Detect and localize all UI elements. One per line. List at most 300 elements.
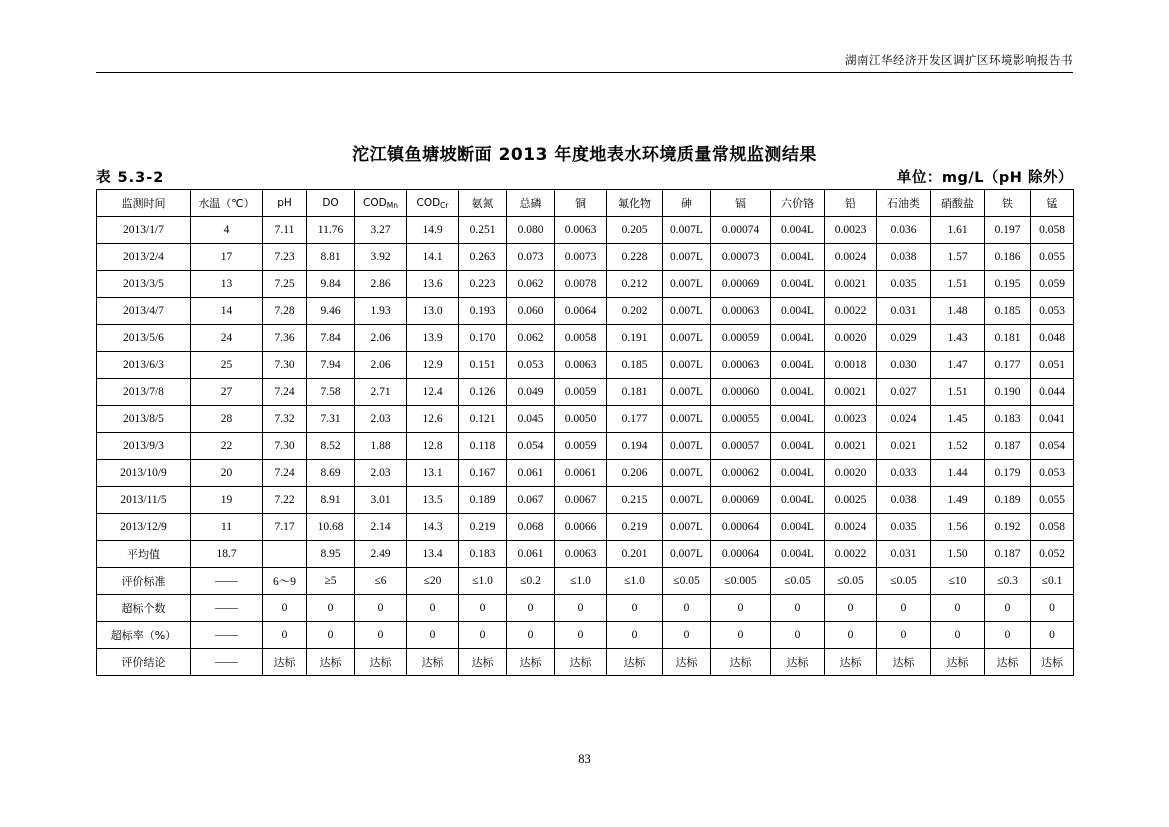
row-label-cell: 平均值 [97, 541, 191, 568]
table-cell: 0.0059 [555, 379, 607, 406]
table-cell: 0.181 [985, 325, 1031, 352]
table-cell: 0.0018 [825, 352, 877, 379]
row-label-cell: 2013/1/7 [97, 217, 191, 244]
table-row [97, 541, 1074, 568]
col-header-arsenic: 砷 [663, 190, 711, 217]
table-cell: 2.03 [355, 406, 407, 433]
table-cell: 14 [191, 298, 263, 325]
table-cell: 0.121 [459, 406, 507, 433]
table-cell: 14.3 [407, 514, 459, 541]
table-cell: 0.00062 [711, 460, 771, 487]
table-cell: 9.84 [307, 271, 355, 298]
table-cell [263, 541, 307, 568]
table-cell: 0.0078 [555, 271, 607, 298]
table-cell: 7.94 [307, 352, 355, 379]
table-cell: 25 [191, 352, 263, 379]
table-cell: 0.206 [607, 460, 663, 487]
table-cell: 7.11 [263, 217, 307, 244]
table-cell: 12.4 [407, 379, 459, 406]
table-cell: 0 [607, 595, 663, 622]
table-cell: 0.004L [771, 217, 825, 244]
table-cell: 0 [825, 622, 877, 649]
table-cell: 2.06 [355, 325, 407, 352]
table-cell: 0.038 [877, 244, 931, 271]
table-cell: 达标 [407, 649, 459, 676]
table-cell: 0.0067 [555, 487, 607, 514]
table-cell: 0.0061 [555, 460, 607, 487]
table-cell: 7.36 [263, 325, 307, 352]
table-cell: 0.067 [507, 487, 555, 514]
table-cell: 0.193 [459, 298, 507, 325]
table-cell: 0.004L [771, 379, 825, 406]
table-cell: 0.004L [771, 514, 825, 541]
water-quality-table [96, 189, 1074, 676]
table-cell: 0.007L [663, 433, 711, 460]
row-label-cell: 2013/12/9 [97, 514, 191, 541]
table-cell: 17 [191, 244, 263, 271]
table-cell: 1.52 [931, 433, 985, 460]
table-row [97, 514, 1074, 541]
table-cell: 0.251 [459, 217, 507, 244]
table-cell: 0.0063 [555, 541, 607, 568]
table-cell: 0.0025 [825, 487, 877, 514]
table-cell: 0 [877, 595, 931, 622]
table-cell: 0.189 [985, 487, 1031, 514]
table-cell: 0.170 [459, 325, 507, 352]
table-cell: 0.00057 [711, 433, 771, 460]
table-cell: 0.0023 [825, 406, 877, 433]
table-cell: 0.004L [771, 433, 825, 460]
table-cell: 2.14 [355, 514, 407, 541]
table-row [97, 298, 1074, 325]
table-row [97, 379, 1074, 406]
table-cell: 0.053 [1031, 298, 1074, 325]
table-cell: 7.58 [307, 379, 355, 406]
col-header-fluoride: 氟化物 [607, 190, 663, 217]
col-header-ammonia: 氨氮 [459, 190, 507, 217]
col-header-hexavalent-chromium: 六价铬 [771, 190, 825, 217]
table-cell: 0.045 [507, 406, 555, 433]
table-cell: ≥5 [307, 568, 355, 595]
table-cell: 7.30 [263, 352, 307, 379]
table-cell: 0.055 [1031, 487, 1074, 514]
row-label-cell: 超标率（%） [97, 622, 191, 649]
table-cell: 0.0023 [825, 217, 877, 244]
table-cell: 0.061 [507, 541, 555, 568]
table-cell: 0.0064 [555, 298, 607, 325]
table-cell: 8.52 [307, 433, 355, 460]
table-cell: 3.92 [355, 244, 407, 271]
col-header-codmn: $COD_{Mn}$ [355, 190, 407, 217]
table-cell: 0.0063 [555, 217, 607, 244]
table-row [97, 217, 1074, 244]
row-label-cell: 2013/4/7 [97, 298, 191, 325]
table-cell: 0.004L [771, 406, 825, 433]
table-cell: 0.00059 [711, 325, 771, 352]
table-cell: 24 [191, 325, 263, 352]
table-cell: 0.151 [459, 352, 507, 379]
table-cell: 2.06 [355, 352, 407, 379]
table-cell: 0.059 [1031, 271, 1074, 298]
table-cell: 0 [355, 622, 407, 649]
table-cell: 0.007L [663, 244, 711, 271]
table-cell: ≤0.05 [877, 568, 931, 595]
row-label-cell: 超标个数 [97, 595, 191, 622]
table-cell: 0 [825, 595, 877, 622]
table-cell: 0.048 [1031, 325, 1074, 352]
table-cell: 13.6 [407, 271, 459, 298]
col-header-do: DO [307, 190, 355, 217]
table-cell: 0 [985, 595, 1031, 622]
table-cell: 1.57 [931, 244, 985, 271]
table-cell: 0 [507, 595, 555, 622]
table-cell: 0.201 [607, 541, 663, 568]
page-title: 沱江镇鱼塘坡断面 2013 年度地表水环境质量常规监测结果 [352, 145, 817, 165]
table-cell: 0.179 [985, 460, 1031, 487]
table-cell: 0 [607, 622, 663, 649]
table-cell: 0.185 [607, 352, 663, 379]
table-cell: 0.030 [877, 352, 931, 379]
table-cell: 1.56 [931, 514, 985, 541]
table-cell: 11.76 [307, 217, 355, 244]
table-cell: 0 [877, 622, 931, 649]
table-cell: 1.50 [931, 541, 985, 568]
col-header-iron: 铁 [985, 190, 1031, 217]
table-cell: 7.22 [263, 487, 307, 514]
table-cell: 0.007L [663, 325, 711, 352]
table-cell: 0.0058 [555, 325, 607, 352]
table-cell: 0.00069 [711, 271, 771, 298]
row-label-cell: 2013/3/5 [97, 271, 191, 298]
table-cell: 28 [191, 406, 263, 433]
table-cell: 0.0073 [555, 244, 607, 271]
table-cell: 0 [459, 622, 507, 649]
table-cell: 0.004L [771, 271, 825, 298]
table-cell: 1.49 [931, 487, 985, 514]
table-cell: 0.194 [607, 433, 663, 460]
table-row [97, 271, 1074, 298]
table-cell: ≤0.05 [771, 568, 825, 595]
table-cell: —— [191, 622, 263, 649]
table-cell: 27 [191, 379, 263, 406]
table-cell: 1.48 [931, 298, 985, 325]
table-cell: 0.0066 [555, 514, 607, 541]
table-cell: 11 [191, 514, 263, 541]
table-cell: ≤0.005 [711, 568, 771, 595]
table-cell: 0.004L [771, 298, 825, 325]
table-cell: 0.167 [459, 460, 507, 487]
table-cell: 0 [459, 595, 507, 622]
table-cell: 达标 [555, 649, 607, 676]
row-label-cell: 2013/7/8 [97, 379, 191, 406]
table-cell: 0.060 [507, 298, 555, 325]
table-cell: 1.88 [355, 433, 407, 460]
table-cell: 0 [711, 622, 771, 649]
table-cell: 0.053 [1031, 460, 1074, 487]
table-cell: 达标 [263, 649, 307, 676]
table-cell: 0.00064 [711, 514, 771, 541]
table-cell: 0.007L [663, 460, 711, 487]
table-row [97, 649, 1074, 676]
table-cell: 0.027 [877, 379, 931, 406]
table-cell: ≤0.1 [1031, 568, 1074, 595]
table-cell: 0.053 [507, 352, 555, 379]
table-row [97, 352, 1074, 379]
table-caption-row [96, 166, 1073, 188]
table-cell: 0.219 [459, 514, 507, 541]
table-cell: 8.81 [307, 244, 355, 271]
table-row [97, 595, 1074, 622]
row-label-cell: 2013/5/6 [97, 325, 191, 352]
table-cell: 0.0063 [555, 352, 607, 379]
table-cell: 0.058 [1031, 514, 1074, 541]
table-cell: 0.00074 [711, 217, 771, 244]
table-cell: 0.177 [607, 406, 663, 433]
table-cell: 0.183 [459, 541, 507, 568]
table-cell: 0.197 [985, 217, 1031, 244]
table-cell: 0 [407, 595, 459, 622]
table-cell: 0.007L [663, 541, 711, 568]
table-cell: 8.69 [307, 460, 355, 487]
table-cell: ≤1.0 [555, 568, 607, 595]
table-cell: 0.0059 [555, 433, 607, 460]
table-cell: 0.191 [607, 325, 663, 352]
table-cell: 0 [1031, 595, 1074, 622]
table-cell: 7.84 [307, 325, 355, 352]
table-cell: ≤0.05 [663, 568, 711, 595]
table-cell: 0 [711, 595, 771, 622]
table-cell: 0.007L [663, 271, 711, 298]
table-number-label: 表 5.3-2 [96, 170, 165, 186]
table-cell: 0 [663, 595, 711, 622]
row-label-cell: 评价结论 [97, 649, 191, 676]
table-cell: ≤6 [355, 568, 407, 595]
table-cell: 达标 [771, 649, 825, 676]
table-cell: 0 [555, 595, 607, 622]
col-header-ph: pH [263, 190, 307, 217]
table-cell: ≤1.0 [607, 568, 663, 595]
row-label-cell: 2013/6/3 [97, 352, 191, 379]
table-cell: 0.187 [985, 541, 1031, 568]
table-cell: 18.7 [191, 541, 263, 568]
table-cell: 0.052 [1031, 541, 1074, 568]
table-cell: 12.6 [407, 406, 459, 433]
table-cell: 0.0024 [825, 514, 877, 541]
table-cell: 0.202 [607, 298, 663, 325]
table-cell: 6～9 [263, 568, 307, 595]
table-cell: 0.00055 [711, 406, 771, 433]
table-cell: 1.51 [931, 271, 985, 298]
table-cell: 0.263 [459, 244, 507, 271]
table-cell: 0.033 [877, 460, 931, 487]
table-cell: 0 [263, 595, 307, 622]
table-cell: 0.007L [663, 487, 711, 514]
table-cell: 0 [663, 622, 711, 649]
table-cell: 0 [407, 622, 459, 649]
row-label-cell: 2013/11/5 [97, 487, 191, 514]
table-cell: 7.24 [263, 460, 307, 487]
table-row [97, 487, 1074, 514]
table-cell: 0.007L [663, 298, 711, 325]
col-header-codcr: $COD_{Cr}$ [407, 190, 459, 217]
table-cell: —— [191, 649, 263, 676]
table-cell: 2.71 [355, 379, 407, 406]
table-cell: 0.044 [1031, 379, 1074, 406]
table-cell: 7.32 [263, 406, 307, 433]
table-cell: 0.189 [459, 487, 507, 514]
table-cell: 达标 [607, 649, 663, 676]
table-cell: 0 [771, 595, 825, 622]
table-cell: 20 [191, 460, 263, 487]
table-cell: 0.126 [459, 379, 507, 406]
table-cell: 0.00063 [711, 298, 771, 325]
table-cell: 0.007L [663, 217, 711, 244]
table-row [97, 460, 1074, 487]
table-cell: 13.0 [407, 298, 459, 325]
table-cell: 0.062 [507, 325, 555, 352]
table-cell: 0.118 [459, 433, 507, 460]
table-cell: 7.31 [307, 406, 355, 433]
col-header-water-temp: 水温（℃） [191, 190, 263, 217]
table-cell: ≤0.05 [825, 568, 877, 595]
table-cell: 4 [191, 217, 263, 244]
header-divider [96, 72, 1073, 73]
table-cell: 0.073 [507, 244, 555, 271]
table-cell: 0.00064 [711, 541, 771, 568]
table-cell: 0.212 [607, 271, 663, 298]
table-cell: 0.007L [663, 352, 711, 379]
table-cell: 7.30 [263, 433, 307, 460]
row-label-cell: 2013/10/9 [97, 460, 191, 487]
col-header-cadmium: 镉 [711, 190, 771, 217]
table-cell: 达标 [877, 649, 931, 676]
table-cell: 19 [191, 487, 263, 514]
table-cell: 10.68 [307, 514, 355, 541]
table-cell: 2.03 [355, 460, 407, 487]
table-cell: 0.0024 [825, 244, 877, 271]
table-cell: 12.8 [407, 433, 459, 460]
table-row [97, 406, 1074, 433]
table-cell: 0 [307, 595, 355, 622]
table-cell: ≤0.2 [507, 568, 555, 595]
table-header-row [97, 190, 1074, 217]
table-cell: 0.055 [1031, 244, 1074, 271]
table-cell: 0.036 [877, 217, 931, 244]
table-cell: 0.061 [507, 460, 555, 487]
table-cell: 14.1 [407, 244, 459, 271]
table-row [97, 433, 1074, 460]
table-cell: 0.062 [507, 271, 555, 298]
table-cell: 0.029 [877, 325, 931, 352]
table-cell: 0.0021 [825, 433, 877, 460]
col-header-nitrate: 硝酸盐 [931, 190, 985, 217]
table-cell: 0.004L [771, 244, 825, 271]
table-cell: ≤10 [931, 568, 985, 595]
table-cell: 13.5 [407, 487, 459, 514]
table-cell: 0.177 [985, 352, 1031, 379]
table-cell: 0.0020 [825, 325, 877, 352]
table-cell: 1.44 [931, 460, 985, 487]
table-cell: 0.004L [771, 487, 825, 514]
table-cell: 0 [985, 622, 1031, 649]
table-cell: 0 [931, 595, 985, 622]
table-cell: 0.051 [1031, 352, 1074, 379]
table-cell: 0.0050 [555, 406, 607, 433]
table-cell: 达标 [355, 649, 407, 676]
table-cell: 12.9 [407, 352, 459, 379]
table-cell: ≤1.0 [459, 568, 507, 595]
table-cell: 0.021 [877, 433, 931, 460]
table-cell: 0.004L [771, 541, 825, 568]
table-cell: 达标 [663, 649, 711, 676]
table-cell: 0.00069 [711, 487, 771, 514]
table-row [97, 568, 1074, 595]
table-cell: 0 [307, 622, 355, 649]
table-cell: 0 [507, 622, 555, 649]
table-cell: 0.054 [1031, 433, 1074, 460]
table-cell: 0.031 [877, 541, 931, 568]
table-cell: 达标 [507, 649, 555, 676]
table-cell: 1.51 [931, 379, 985, 406]
table-cell: 0.00063 [711, 352, 771, 379]
table-cell: 2.86 [355, 271, 407, 298]
unit-label: 单位：mg/L（pH 除外） [896, 170, 1073, 186]
table-cell: 达标 [1031, 649, 1074, 676]
table-cell: 7.28 [263, 298, 307, 325]
col-header-copper: 铜 [555, 190, 607, 217]
table-cell: 7.25 [263, 271, 307, 298]
table-cell: 0.031 [877, 298, 931, 325]
col-header-total-phosphorus: 总磷 [507, 190, 555, 217]
table-cell: 0.0022 [825, 541, 877, 568]
table-cell: 1.93 [355, 298, 407, 325]
col-header-lead: 铅 [825, 190, 877, 217]
table-cell: 0 [555, 622, 607, 649]
table-cell: 0.190 [985, 379, 1031, 406]
table-cell: 0.004L [771, 325, 825, 352]
table-cell: 0.0020 [825, 460, 877, 487]
table-cell: 0.068 [507, 514, 555, 541]
table-cell: 0.054 [507, 433, 555, 460]
table-cell: 0.080 [507, 217, 555, 244]
table-cell: 0.223 [459, 271, 507, 298]
table-cell: 13 [191, 271, 263, 298]
table-cell: 0.041 [1031, 406, 1074, 433]
table-cell: 1.61 [931, 217, 985, 244]
table-cell: 0.035 [877, 514, 931, 541]
table-cell: 0.192 [985, 514, 1031, 541]
table-cell: 0.195 [985, 271, 1031, 298]
table-cell: 0.228 [607, 244, 663, 271]
row-label-cell: 2013/2/4 [97, 244, 191, 271]
table-cell: 3.01 [355, 487, 407, 514]
table-cell: ≤0.3 [985, 568, 1031, 595]
table-row [97, 325, 1074, 352]
table-cell: 13.4 [407, 541, 459, 568]
table-cell: 0.205 [607, 217, 663, 244]
running-head: 湖南江华经济开发区调扩区环境影响报告书 [845, 53, 1073, 67]
table-cell: 达标 [985, 649, 1031, 676]
page-number: 83 [578, 752, 591, 766]
table-cell: 0.007L [663, 406, 711, 433]
table-cell: 0.00073 [711, 244, 771, 271]
row-label-cell: 评价标准 [97, 568, 191, 595]
table-cell: 0.049 [507, 379, 555, 406]
table-cell: 达标 [711, 649, 771, 676]
table-cell: 0.007L [663, 379, 711, 406]
table-cell: 0 [355, 595, 407, 622]
table-cell: 0 [1031, 622, 1074, 649]
